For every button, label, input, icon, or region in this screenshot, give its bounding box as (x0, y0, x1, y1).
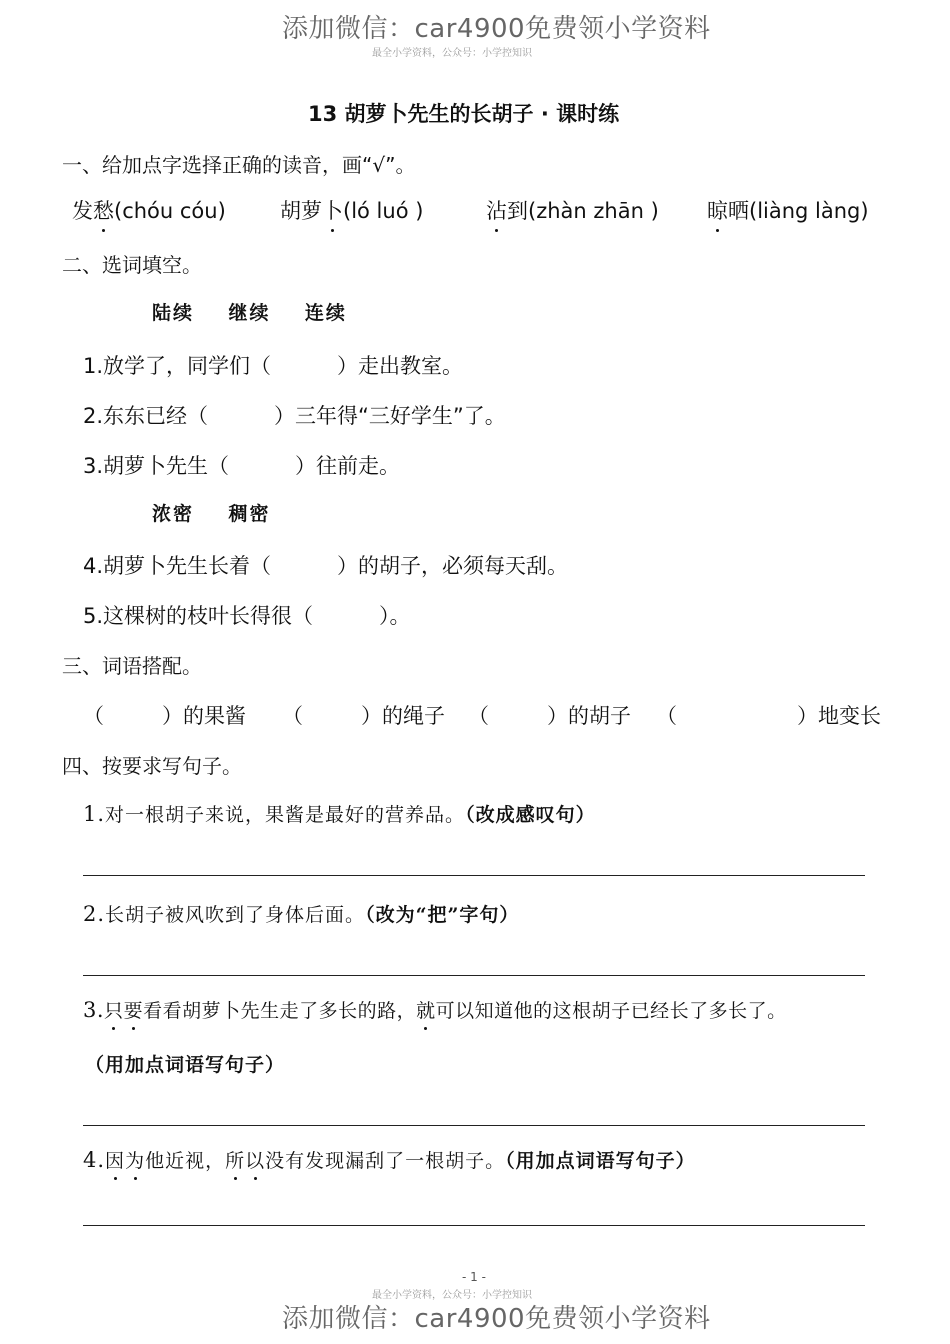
question-3-requirement: （用加点词语写句子） (85, 1054, 286, 1076)
question-text: 可以知道他的这根胡子已经长了多长了。 (435, 1000, 787, 1022)
sentence-question-3 (83, 996, 787, 1023)
section-4-heading: 四、按要求写句子。 (62, 754, 242, 778)
match-item-3 (468, 700, 631, 730)
fill-item-text: ）走出教室。 (337, 354, 464, 378)
match-item-text: （ (468, 704, 489, 728)
dotted-word-char: 只 (104, 996, 124, 1023)
header-faint-text: 最全小学资料，公众号：小学控知识 (372, 48, 532, 59)
fill-item-text: 1.放学了，同学们（ (83, 354, 272, 378)
word-bank-2: 浓密 稠密 (152, 503, 271, 525)
match-item-text: ）的果酱 (162, 704, 246, 728)
match-item-text: （ (282, 704, 303, 728)
question-text: 看看胡萝卜先生走了多长的路， (143, 1000, 417, 1022)
dotted-character: 晾 (707, 195, 728, 225)
pinyin-item-4 (707, 195, 869, 225)
pinyin-item-prefix: 发 (72, 199, 93, 223)
footer-faint-text: 最全小学资料，公众号：小学控知识 (372, 1290, 532, 1301)
match-item-text: （ (83, 704, 104, 728)
question-number: 2. (83, 902, 106, 926)
pinyin-options: (liàng làng) (749, 199, 869, 223)
dotted-word-char: 因 (105, 1146, 125, 1173)
question-number: 3. (83, 998, 105, 1022)
question-requirement: （用加点词语写句子） (505, 1150, 696, 1172)
dotted-word-char: 所 (225, 1146, 245, 1173)
sentence-question-2 (83, 900, 519, 927)
fill-item-text: 5.这棵树的枝叶长得很（ (83, 604, 314, 628)
watermark-top: 添加微信：car4900免费领小学资料 (282, 14, 711, 44)
pinyin-options: (ló luó ) (343, 199, 424, 223)
dotted-word-char: 就 (416, 996, 436, 1023)
dotted-word-char: 为 (125, 1146, 145, 1173)
question-text: 没有发现漏刮了一根胡子。 (265, 1150, 506, 1172)
pinyin-options: (zhàn zhān ) (528, 199, 659, 223)
match-item-1 (83, 700, 246, 730)
sentence-question-4 (83, 1146, 696, 1173)
fill-item-5 (83, 600, 411, 630)
pinyin-item-3 (486, 195, 659, 225)
fill-item-1 (83, 350, 463, 380)
pinyin-item-2 (280, 195, 423, 225)
fill-item-4 (83, 550, 568, 580)
dotted-character: 卜 (322, 195, 343, 225)
question-text: 他近视， (145, 1150, 226, 1172)
fill-item-text: 4.胡萝卜先生长着（ (83, 554, 272, 578)
fill-item-3 (83, 450, 400, 480)
match-item-text: （ (656, 704, 677, 728)
answer-line-4[interactable] (83, 1225, 865, 1226)
pinyin-item-1 (72, 195, 226, 225)
match-item-text: ）的绳子 (361, 704, 445, 728)
pinyin-item-suffix: 到 (507, 199, 528, 223)
dotted-word-char: 以 (245, 1146, 265, 1173)
dotted-word-char: 要 (124, 996, 144, 1023)
section-1-heading: 一、给加点字选择正确的读音，画“√”。 (62, 153, 416, 177)
pinyin-item-suffix: 晒 (728, 199, 749, 223)
word-bank-1: 陆续 继续 连续 (152, 302, 347, 324)
fill-item-text: ）往前走。 (295, 454, 401, 478)
section-2-heading: 二、选词填空。 (62, 253, 202, 277)
page-number: - 1 - (462, 1270, 486, 1284)
watermark-bottom: 添加微信：car4900免费领小学资料 (282, 1304, 711, 1334)
sentence-question-1 (83, 800, 596, 827)
match-item-text: ）的胡子 (547, 704, 631, 728)
dotted-character: 沾 (486, 195, 507, 225)
answer-line-1[interactable] (83, 875, 865, 876)
fill-item-2 (83, 400, 506, 430)
fill-item-text: ）。 (379, 604, 411, 628)
question-text: 长胡子被风吹到了身体后面。 (105, 904, 366, 926)
question-requirement: （改为“把”字句） (365, 904, 520, 926)
question-number: 4. (83, 1148, 106, 1172)
question-text: 对一根胡子来说，果酱是最好的营养品。 (105, 804, 466, 826)
answer-line-3[interactable] (83, 1125, 865, 1126)
section-3-heading: 三、词语搭配。 (62, 654, 202, 678)
question-number: 1. (83, 802, 106, 826)
page-title: 13 胡萝卜先生的长胡子 · 课时练 (308, 102, 620, 126)
match-item-text: ）地变长 (797, 704, 881, 728)
fill-item-text: ）三年得“三好学生”了。 (274, 404, 506, 428)
pinyin-options: (chóu cóu) (114, 199, 226, 223)
dotted-character: 愁 (93, 195, 114, 225)
match-item-2 (282, 700, 445, 730)
fill-item-text: 3.胡萝卜先生（ (83, 454, 230, 478)
match-item-4 (656, 700, 881, 730)
question-requirement: （改成感叹句） (465, 804, 596, 826)
answer-line-2[interactable] (83, 975, 865, 976)
fill-item-text: 2.东东已经（ (83, 404, 209, 428)
fill-item-text: ）的胡子，必须每天刮。 (337, 554, 569, 578)
pinyin-item-prefix: 胡萝 (280, 199, 322, 223)
